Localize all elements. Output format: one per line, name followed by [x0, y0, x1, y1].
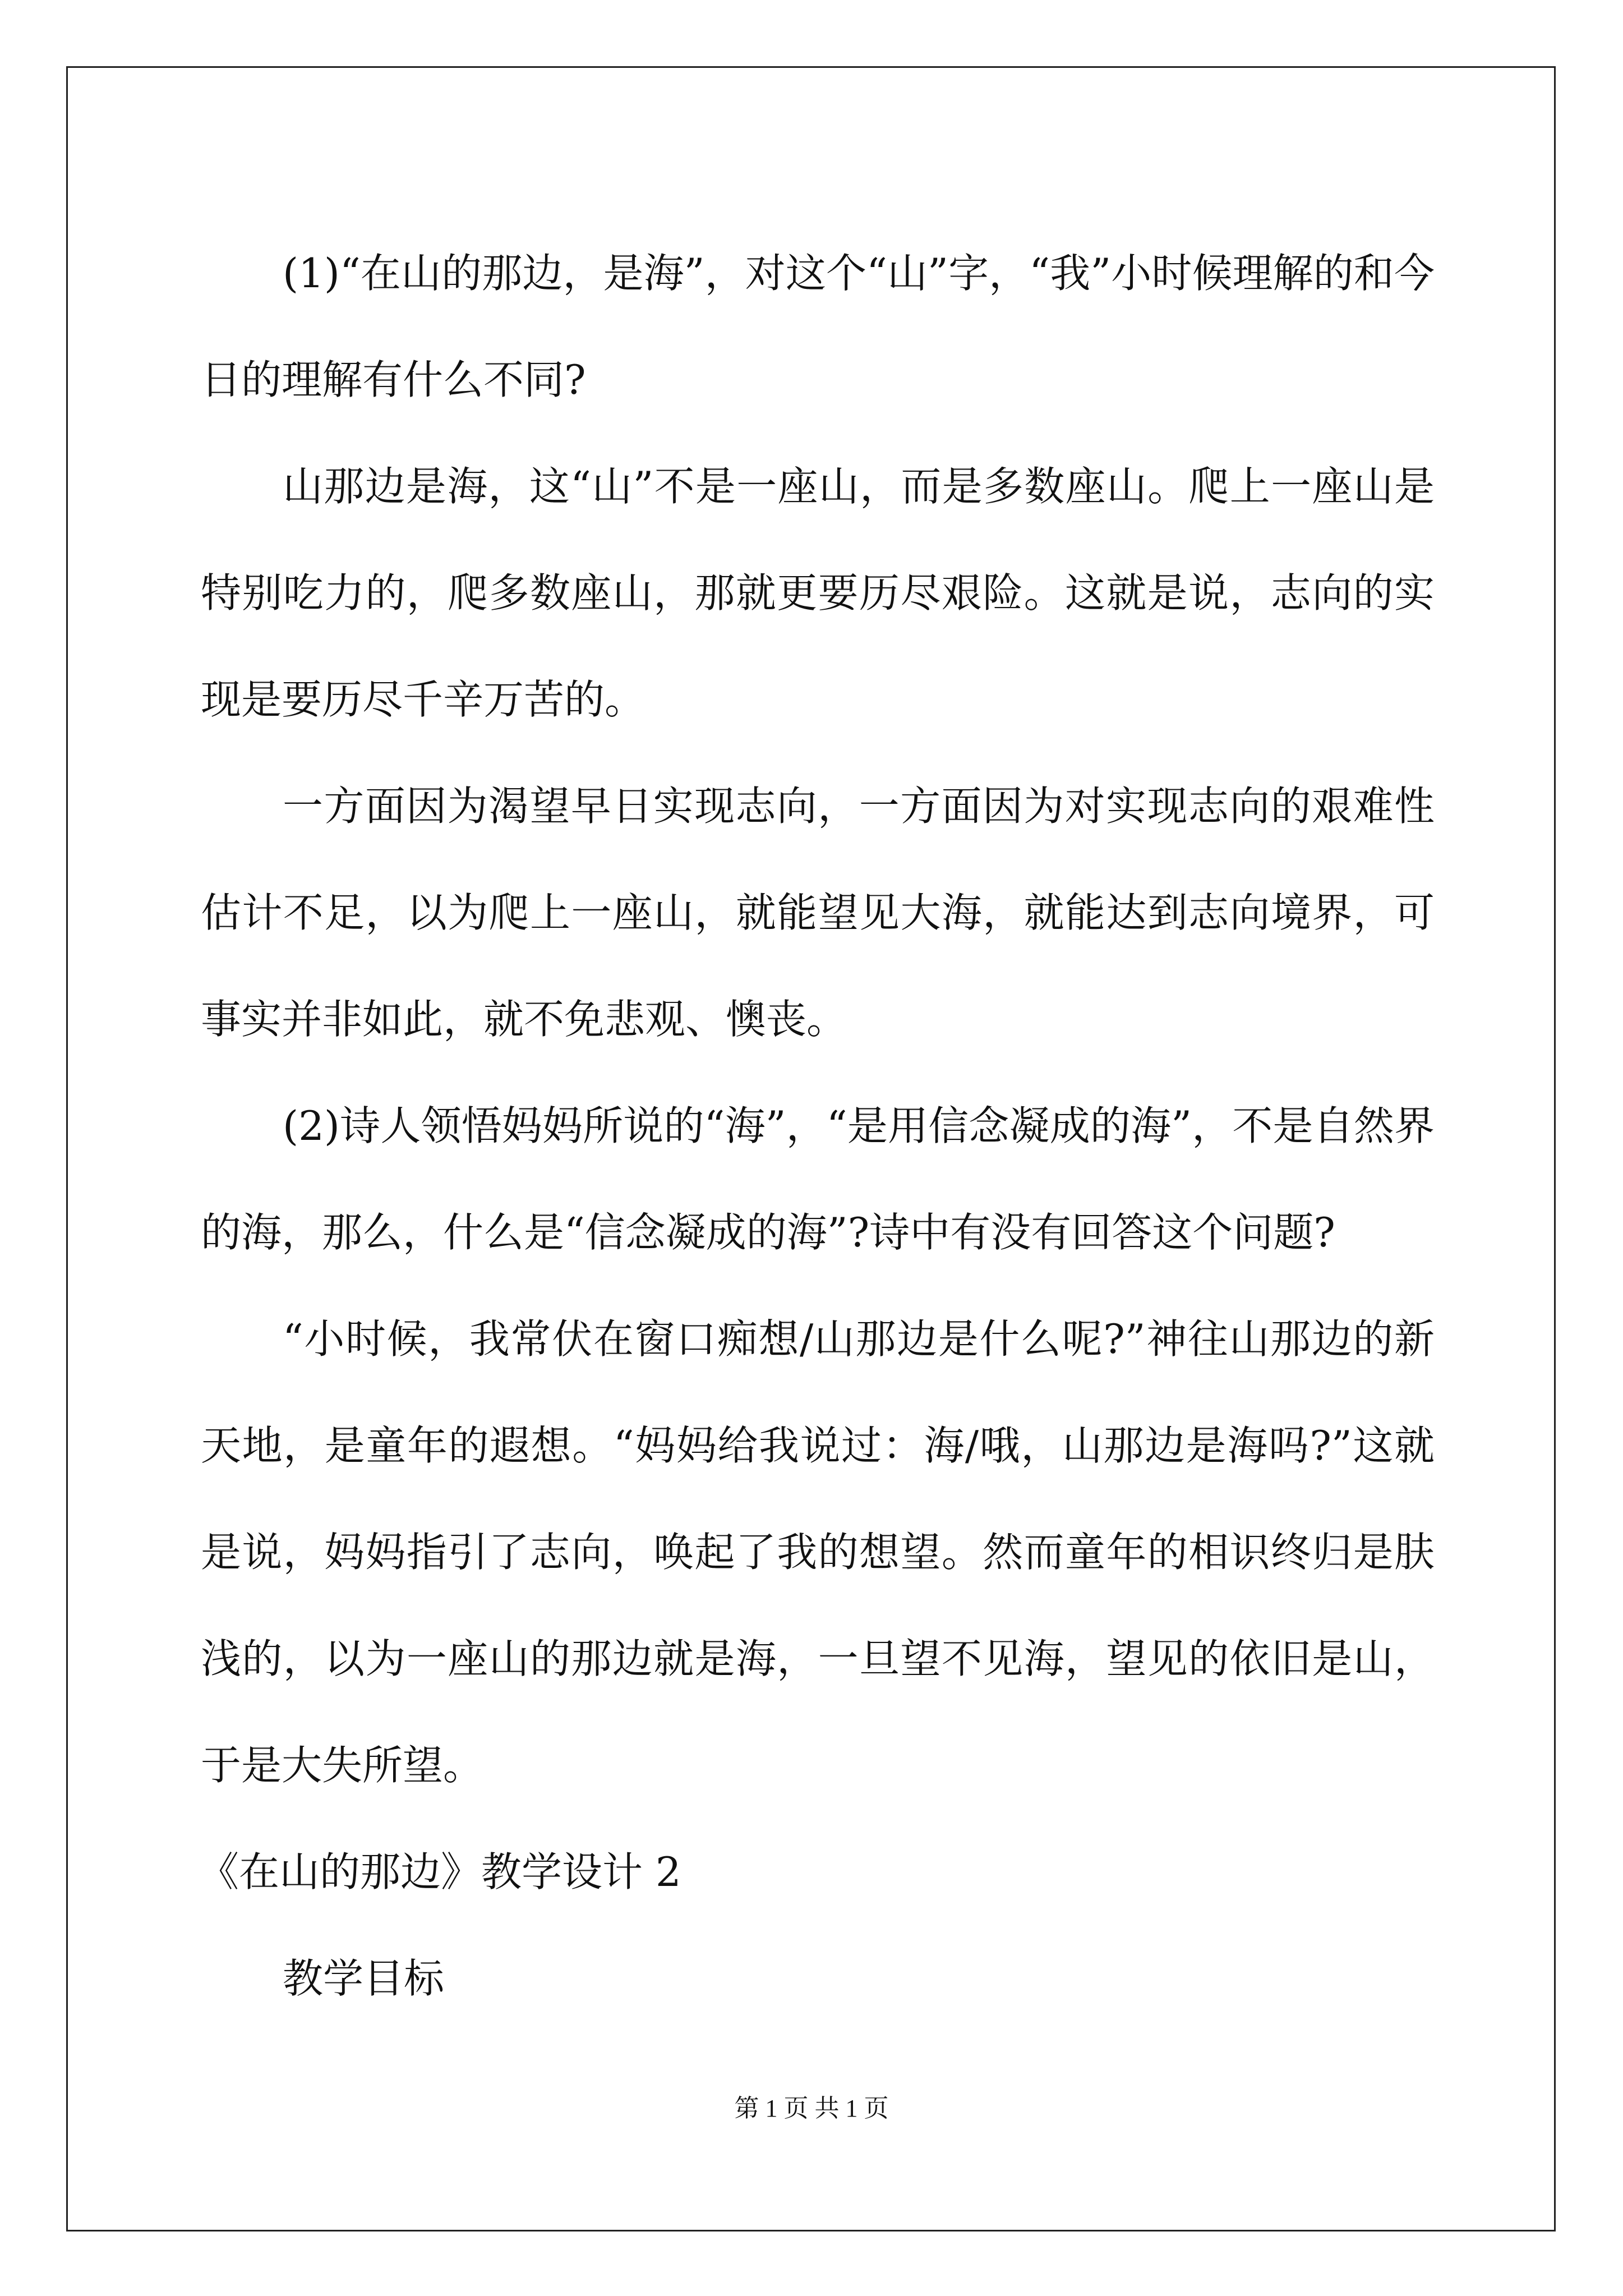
section-title: 《在山的那边》教学设计 2: [199, 1848, 681, 1895]
paragraph-1: (1)“在山的那边，是海”，对这个“山”字，“我”小时候理解的和今日的理解有什么不同?: [201, 250, 1435, 403]
paragraph-3: 一方面因为渴望早日实现志向，一方面因为对实现志向的艰难性估计不足，以为爬上一座山，就能望见大海，就能达到志向境界，可事实并非如此，就不免悲观、懊丧。: [201, 783, 1435, 1043]
paragraph-4: (2)诗人领悟妈妈所说的“海”，“是用信念凝成的海”，不是自然界的海，那么，什么是“信念凝成的海”?诗中有没有回答这个问题?: [201, 1102, 1435, 1256]
page-footer: 第 1 页 共 1 页: [734, 2095, 889, 2122]
document-body: [201, 220, 1435, 2032]
paragraph-2: 山那边是海，这“山”不是一座山，而是多数座山。爬上一座山是特别吃力的，爬多数座山，那就更要历尽艰险。这就是说，志向的实现是要历尽千辛万苦的。: [201, 463, 1435, 723]
paragraph-5: “小时候，我常伏在窗口痴想/山那边是什么呢?”神往山那边的新天地，是童年的遐想。“妈妈给我说过：海/哦，山那边是海吗?”这就是说，妈妈指引了志向，唤起了我的想望。然而童年的相识终归是肤浅的，以为一座山的那边就是海，一旦望不见海，望见的依旧是山，于是大失所望。: [201, 1315, 1435, 1789]
subheading: 教学目标: [283, 1955, 445, 2002]
